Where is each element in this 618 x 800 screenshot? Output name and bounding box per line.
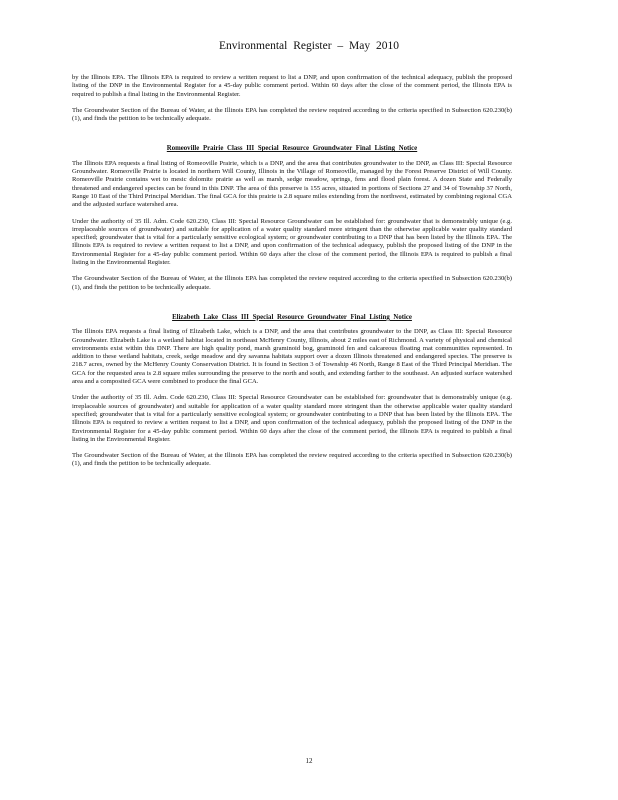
section-paragraph-3: The Groundwater Section of the Bureau of Water, at the Illinois EPA has completed the review required according to the criteria specified in Subsection 620.230(b)(1), and finds the petition to be technically adequate.	[72, 275, 512, 291]
section-paragraph-1: The Illinois EPA requests a final listing of Elizabeth Lake, which is a DNP, and the area that contributes groundwater to the DNP, as Class III: Special Resource Groundwater. Elizabeth Lake is a wetland habitat located in northeast McHenry County, Illinois, about 2 miles east of Richmond. A variety of physical and chemical environments exist within this DNP. There are high quality pond, marsh graminoid bog, graminoid fen and calcareous floating mat communities represented. In addition to these wetland habitats, creek, sedge meadow and dry savanna habitats support over a dozen Illinois threatened and endangered species. The preserve is 218.7 acres, owned by the McHenry County Conservation District. It is found in Section 3 of Township 46 North, Range 8 East of the Third Principal Meridian. The GCA for the requested area is 2.8 square miles surrounding the preserve to the north and south, and extending farther to the southeast. An adjusted surface watershed area and a composited GCA were combined to produce the final GCA.	[72, 328, 512, 386]
page-body	[72, 74, 512, 477]
section-paragraph-1: The Illinois EPA requests a final listing of Romeoville Prairie, which is a DNP, and the area that contributes groundwater to the DNP, as Class III: Special Resource Groundwater. Romeoville Prairie is located in northern Will County, Illinois in the Village of Romeoville, managed by the Forest Preserve District of Will County. Romeoville Prairie contains wet to mesic dolomite prairie as well as marsh, sedge meadow, springs, fens and flood plain forest. A dozen State and Federally threatened and endangered species can be found in this DNP. The area of this preserve is 155 acres, situated in portions of Sections 27 and 34 of Township 37 North, Range 10 East of the Third Principal Meridian. The final GCA for this prairie is 2.8 square miles extending from the northwest, estimated by combining regional CGA and the adjusted surface watershed area.	[72, 159, 512, 209]
section-paragraph-2: Under the authority of 35 Ill. Adm. Code 620.230, Class III: Special Resource Groundwater can be established for: groundwater that is demonstrably unique (e.g. irreplaceable sources of groundwater) and suitable for application of a water quality standard more stringent than the otherwise applicable water quality standard specified; groundwater that is vital for a particularly sensitive ecological system; or groundwater contributing to a DNP that has been listed by the Illinois EPA. The Illinois EPA is required to review a written request to list a DNP, and upon confirmation of the technical adequacy, publish the proposed listing of the DNP in the Environmental Register for a 45-day public comment period. Within 60 days after the close of the comment period, the Illinois EPA is required to publish a final listing in the Environmental Register.	[72, 217, 512, 267]
intro-paragraph-2: The Groundwater Section of the Bureau of Water, at the Illinois EPA has completed the review required according to the criteria specified in Subsection 620.230(b)(1), and finds the petition to be technically adequate.	[72, 106, 512, 123]
section-paragraph-2: Under the authority of 35 Ill. Adm. Code 620.230, Class III: Special Resource Groundwater can be established for: groundwater that is demonstrably unique (e.g. irreplaceable sources of groundwater) and suitable for application of a water quality standard more stringent than the otherwise applicable water quality standard specified; groundwater that is vital for a particularly sensitive ecological system; or groundwater contributing to a DNP that has been listed by the Illinois EPA. The Illinois EPA is required to review a written request to list a DNP, and upon confirmation of the technical adequacy, publish the proposed listing of the DNP in the Environmental Register for a 45-day public comment period. Within 60 days after the close of the comment period, the Illinois EPA is required to publish a final listing in the Environmental Register.	[72, 394, 512, 443]
intro-paragraph-1: by the Illinois EPA. The Illinois EPA is required to review a written request to list a DNP, and upon confirmation of the technical adequacy, publish the proposed listing of the DNP in the Environmental Register for a 45-day public comment period. Within 60 days after the close of the comment period, the Illinois EPA is required to publish a final listing in the Environmental Register.	[72, 74, 512, 98]
section-elizabeth-lake	[72, 314, 512, 469]
section-title: Elizabeth Lake Class III Special Resource Groundwater Final Listing Notice	[172, 313, 412, 321]
section-title: Romeoville Prairie Class III Special Resource Groundwater Final Listing Notice	[166, 145, 418, 153]
page-number: 12	[305, 757, 313, 765]
page-header: Environmental Register – May 2010	[219, 40, 399, 52]
section-paragraph-3: The Groundwater Section of the Bureau of Water, at the Illinois EPA has completed the review required according to the criteria specified in Subsection 620.230(b)(1), and finds the petition to be technically adequate.	[72, 452, 512, 468]
section-romeoville	[72, 145, 512, 291]
